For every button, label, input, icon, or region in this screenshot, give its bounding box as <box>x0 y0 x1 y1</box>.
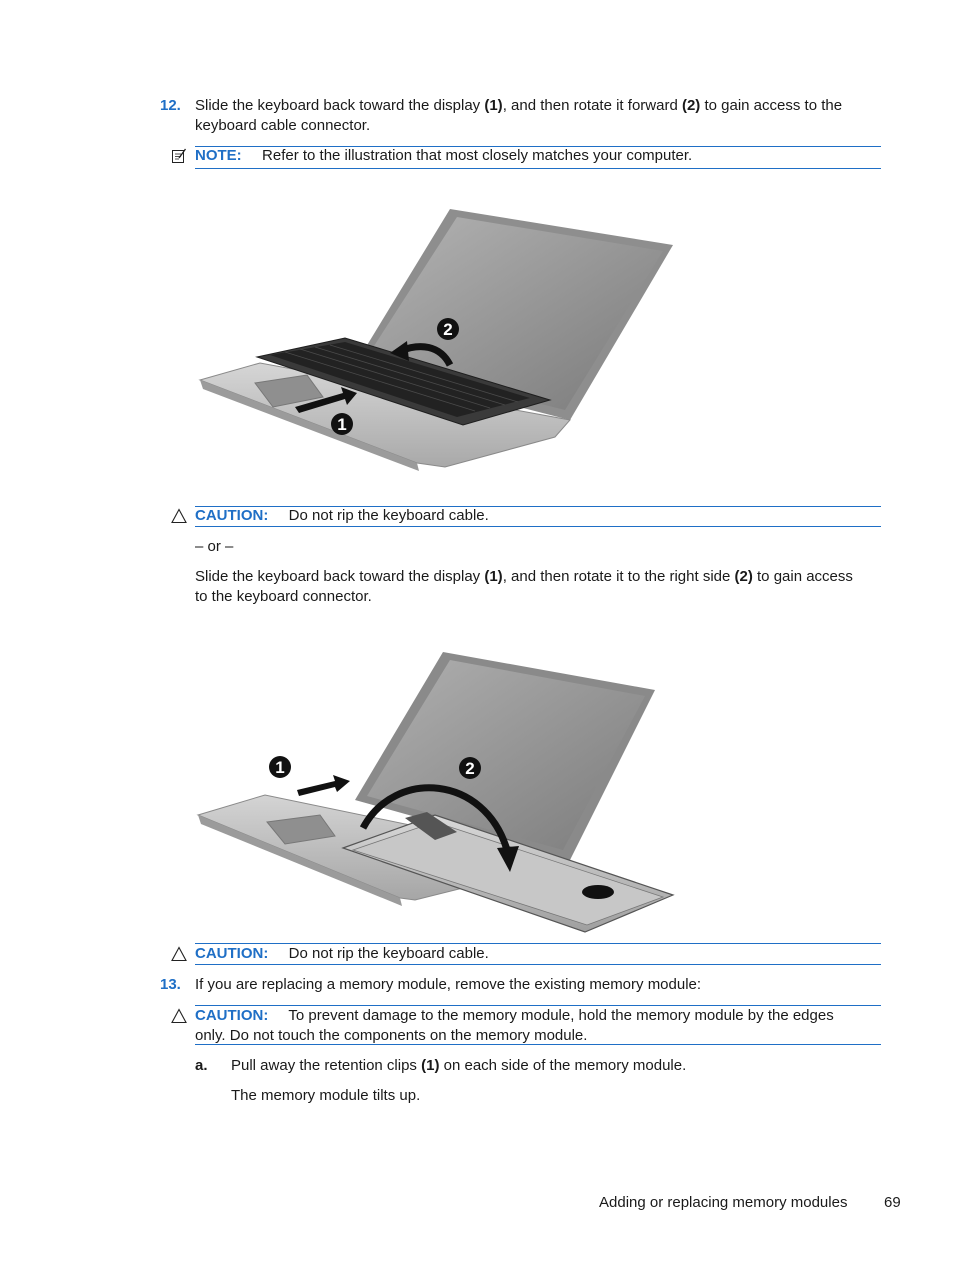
substep-a-text-b: on each side of the memory module. <box>439 1057 687 1074</box>
caution-2-label: CAUTION: <box>195 945 269 962</box>
callout-badge-2-label: 2 <box>465 759 475 778</box>
step-12-callout-1: (1) <box>484 97 503 114</box>
caution-2-block <box>195 944 489 964</box>
callout-badge-1-label: 1 <box>337 415 347 434</box>
note-text: Refer to the illustration that most closely matches your computer. <box>262 147 693 164</box>
caution-1-label: CAUTION: <box>195 507 269 524</box>
step-12-text <box>195 96 885 136</box>
alt-callout-2: (2) <box>734 568 753 585</box>
caution-2-bottom-rule <box>195 964 881 965</box>
substep-a-result: The memory module tilts up. <box>231 1087 421 1104</box>
alternate-step-text <box>195 567 885 607</box>
substep-letter-a: a. <box>195 1057 208 1074</box>
note-icon <box>171 148 187 164</box>
substep-a-text-a: Pull away the retention clips <box>231 1057 422 1074</box>
keyboard-plate-hole <box>582 885 614 899</box>
alt-line-2: to the keyboard connector. <box>195 588 372 605</box>
alt-text-c: to gain access <box>752 568 853 585</box>
caution-1-text: Do not rip the keyboard cable. <box>288 507 489 524</box>
note-bottom-rule <box>195 168 881 169</box>
caution-3-line-1: To prevent damage to the memory module, hold the memory module by the edges <box>288 1007 834 1024</box>
alt-callout-1: (1) <box>484 568 503 585</box>
alt-text-a: Slide the keyboard back toward the display <box>195 568 485 585</box>
figure-keyboard-rotate-forward <box>195 205 685 475</box>
step-12-line-2: keyboard cable connector. <box>195 117 371 134</box>
caution-3-bottom-rule <box>195 1044 881 1045</box>
note-block <box>195 146 692 166</box>
step-12-text-a: Slide the keyboard back toward the display <box>195 97 485 114</box>
caution-triangle-icon <box>171 946 187 962</box>
note-label: NOTE: <box>195 147 242 164</box>
step-12-text-b: , and then rotate it forward <box>502 97 682 114</box>
caution-3-line-2: only. Do not touch the components on the memory module. <box>195 1027 588 1044</box>
caution-triangle-icon <box>171 508 187 524</box>
figure-keyboard-rotate-right <box>195 650 685 940</box>
callout-badge-2-label: 2 <box>443 320 453 339</box>
substep-a-callout-1: (1) <box>421 1057 440 1074</box>
arrow-1-icon <box>297 775 350 796</box>
step-number-13: 13. <box>160 976 181 993</box>
caution-1-bottom-rule <box>195 526 881 527</box>
step-12-callout-2: (2) <box>681 97 701 114</box>
caution-3-block <box>195 1006 885 1046</box>
footer-page-number: 69 <box>884 1194 901 1211</box>
step-13-text: If you are replacing a memory module, remove the existing memory module: <box>195 976 702 993</box>
footer-section-title: Adding or replacing memory modules <box>599 1194 848 1211</box>
substep-a-text <box>231 1056 686 1076</box>
caution-triangle-icon <box>171 1008 187 1024</box>
display-screen <box>367 660 645 850</box>
caution-3-label: CAUTION: <box>195 1007 269 1024</box>
caution-1-block <box>195 506 489 526</box>
step-number-12: 12. <box>160 97 181 114</box>
or-separator: – or – <box>195 538 234 555</box>
step-12-text-c: to gain access to the <box>700 97 843 114</box>
callout-badge-1-label: 1 <box>275 758 285 777</box>
caution-2-text: Do not rip the keyboard cable. <box>288 945 489 962</box>
alt-text-b: , and then rotate it to the right side <box>502 568 735 585</box>
